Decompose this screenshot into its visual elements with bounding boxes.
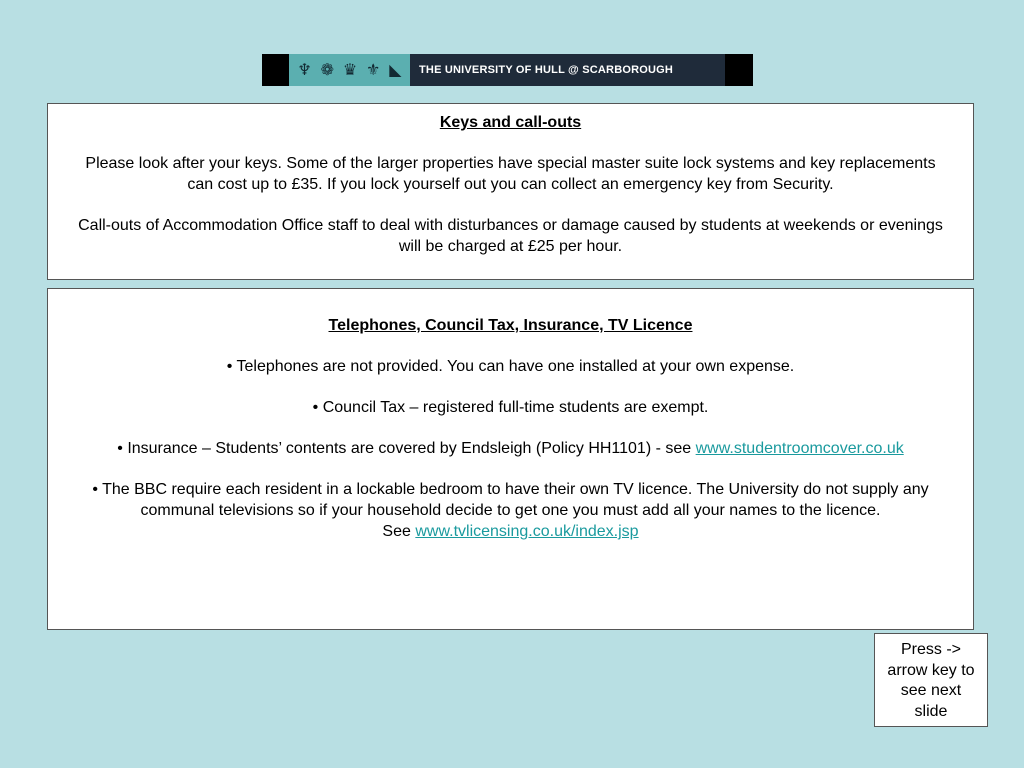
crown-icon: ♛ — [342, 60, 358, 79]
tv-licensing-link[interactable]: www.tvlicensing.co.uk/index.jsp — [415, 523, 639, 540]
tv-see-text: See — [382, 523, 416, 540]
keys-heading: Keys and call-outs — [439, 114, 582, 131]
flame-icon: ♆ — [297, 60, 312, 79]
telephones-item: • Telephones are not provided. You can have one installed at your own expense. — [226, 358, 795, 375]
banner-title: THE UNIVERSITY OF HULL @ SCARBOROUGH — [410, 54, 725, 86]
rose-icon: ❁ — [320, 60, 335, 79]
banner-crests — [289, 54, 410, 86]
banner-edge-right — [725, 54, 753, 86]
bird-icon: ◣ — [389, 60, 402, 79]
keys-panel — [47, 103, 974, 280]
telephones-heading: Telephones, Council Tax, Insurance, TV Licence — [328, 317, 693, 334]
tv-licence-text: • The BBC require each resident in a lockable bedroom to have their own TV licence. The University do not supply any communal televisions so if your household decide to get one you must add all your names to the licence. — [92, 481, 929, 519]
insurance-link[interactable]: www.studentroomcover.co.uk — [695, 440, 904, 457]
tv-licence-item — [58, 479, 963, 542]
university-banner — [262, 54, 753, 86]
insurance-item — [58, 438, 963, 459]
keys-paragraph: Please look after your keys. Some of the larger properties have special master suite lock systems and key replacements can cost up to £35. If you lock yourself out you can collect an emergency key from Security. — [85, 155, 936, 193]
fleur-de-lis-icon: ⚜ — [366, 60, 381, 79]
next-slide-hint: Press -> arrow key to see next slide — [874, 633, 988, 727]
banner-edge-left — [262, 54, 289, 86]
callouts-paragraph: Call-outs of Accommodation Office staff to deal with disturbances or damage caused by students at weekends or evenings will be charged at £25 per hour. — [78, 217, 943, 255]
telephones-panel — [47, 288, 974, 630]
council-tax-item: • Council Tax – registered full-time students are exempt. — [312, 399, 709, 416]
insurance-text: • Insurance – Students’ contents are covered by Endsleigh (Policy HH1101) - see — [117, 440, 696, 457]
